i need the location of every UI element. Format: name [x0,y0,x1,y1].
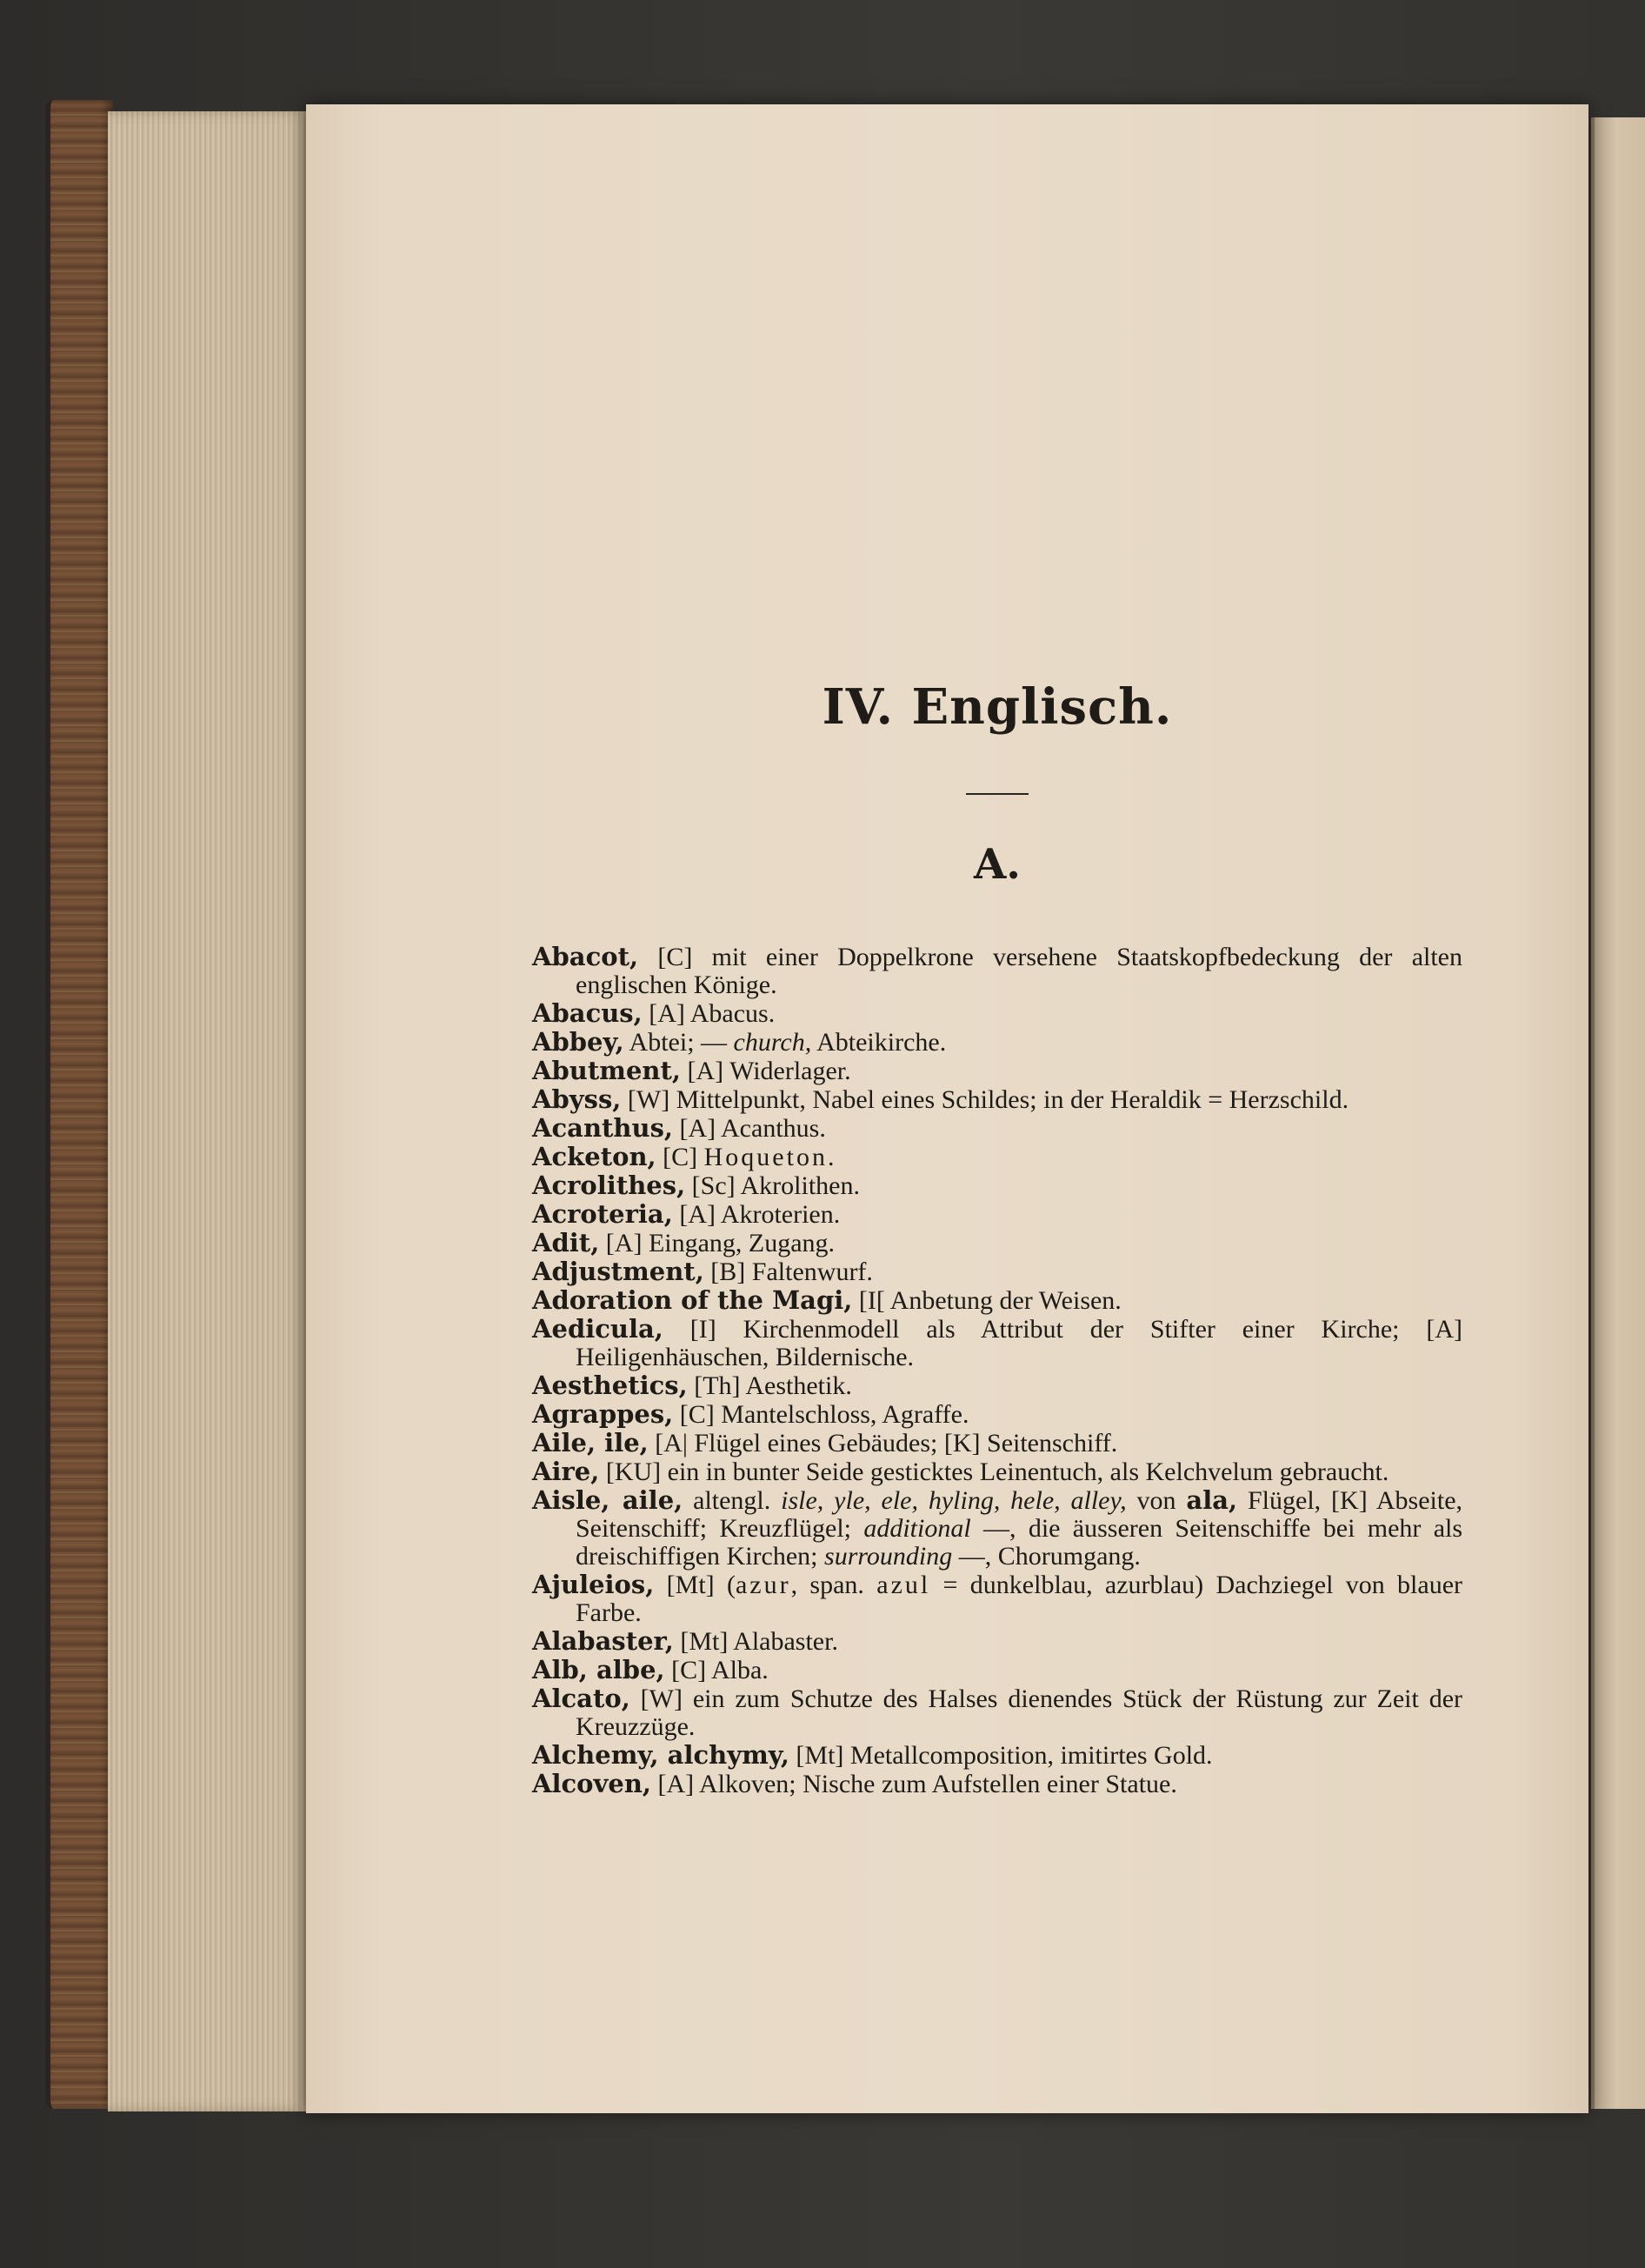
entry-adjustment [532,1257,1462,1286]
definition: [Th] Aesthetik. [694,1371,852,1400]
definition: [KU] ein in bunter Seide gesticktes Leinentuch, als Kelchvelum gebraucht. [605,1458,1389,1486]
entry-abacot [532,943,1462,999]
headword: Aedicula, [532,1314,663,1344]
definition-italic: church, [733,1028,812,1057]
entry-acrolithes [532,1171,1462,1200]
definition-italic: additional [863,1514,971,1543]
chapter-title: IV. Englisch. [822,678,1173,736]
definition: [C] [663,1143,698,1171]
definition: [I] Kirchenmodell als Attribut der Stifter einer Kirche; [A] Heiligenhäuschen, Bildernische. [576,1315,1462,1371]
headword: Alb, albe, [532,1655,665,1684]
definition-italic: isle, yle, ele, hyling, hele, alley, [781,1486,1127,1515]
entry-aile [532,1429,1462,1458]
title-divider [966,793,1029,795]
definition: [Mt] Alabaster. [680,1627,838,1656]
headword-secondary: ala, [1186,1485,1238,1515]
definition-italic: surrounding [824,1542,953,1571]
definition: [C] mit einer Doppelkrone versehene Staatskopfbedeckung der alten englischen Könige. [576,943,1463,999]
entry-agrappes [532,1400,1462,1429]
definition-spaced: azur [735,1571,791,1599]
entry-abutment [532,1057,1462,1085]
headword: Abyss, [532,1084,622,1114]
headword: Alcato, [532,1684,630,1713]
definition: [A| Flügel eines Gebäudes; [K] Seitenschiff. [655,1429,1118,1458]
definition: [Mt] Metallcomposition, imitirtes Gold. [796,1741,1213,1770]
entry-adit [532,1229,1462,1257]
entry-abbey [532,1028,1462,1057]
definition-spaced: azul [876,1571,931,1599]
definition: [A] Akroterien. [679,1200,841,1229]
section-letter: A. [974,840,1021,889]
headword: Acrolithes, [532,1171,686,1200]
entry-alcato [532,1684,1462,1741]
entry-acketon [532,1143,1462,1171]
definition: [A] Widerlager. [687,1057,851,1085]
definition: [I[ Anbetung der Weisen. [858,1286,1122,1315]
definition-spaced: Hoqueton. [703,1143,837,1171]
definition: [B] Faltenwurf. [710,1257,873,1286]
definition: [C] Mantelschloss, Agraffe. [679,1400,969,1429]
entry-aedicula [532,1315,1462,1371]
headword: Agrappes, [532,1399,674,1429]
definition: —, die äusseren Seitenschiffe bei mehr als dreischiffigen Kirchen; [576,1514,1463,1571]
definition: Abtei; — [629,1028,728,1057]
definition: —, Chorumgang. [958,1542,1141,1571]
headword: Aesthetics, [532,1371,688,1400]
dictionary-entries [532,943,1462,1798]
entry-aire [532,1458,1462,1486]
headword: Adjustment, [532,1257,704,1286]
book-spine [45,100,113,2109]
definition: [W] ein zum Schutze des Halses dienendes Stück der Rüstung zur Zeit der Kreuzzüge. [576,1684,1462,1741]
headword: Acketon, [532,1142,656,1171]
headword: Adoration of the Magi, [532,1285,853,1315]
headword: Adit, [532,1228,600,1257]
definition: [Mt] ( [666,1571,736,1599]
definition: Abteikirche. [816,1028,947,1057]
definition: [A] Acanthus. [679,1114,826,1143]
definition: Flügel, [K] Abseite, Seitenschiff; Kreuzflügel; [576,1486,1463,1543]
entry-abyss [532,1085,1462,1114]
definition: [W] Mittelpunkt, Nabel eines Schildes; in der Heraldik = Herzschild. [627,1085,1349,1114]
definition: [Sc] Akrolithen. [691,1171,860,1200]
entry-acanthus [532,1114,1462,1143]
entry-aisle [532,1486,1462,1571]
entry-alcoven [532,1770,1462,1798]
definition: [C] Alba. [671,1656,769,1684]
entry-alabaster [532,1627,1462,1656]
entry-ajuleios [532,1571,1462,1627]
headword: Abbey, [532,1027,624,1057]
headword: Ajuleios, [532,1570,655,1599]
definition: [A] Alkoven; Nische zum Aufstellen einer Statue. [657,1770,1177,1798]
headword: Aile, ile, [532,1428,649,1458]
definition: von [1136,1486,1176,1515]
facing-page-edge [1591,117,1645,2109]
page-edges [108,111,310,2111]
definition: , span. [790,1571,864,1599]
entry-adoration [532,1286,1462,1315]
headword: Abacus, [532,998,643,1028]
entry-aesthetics [532,1371,1462,1400]
headword: Acanthus, [532,1113,674,1143]
headword: Alabaster, [532,1626,674,1656]
definition: altengl. [693,1486,771,1515]
page-content [532,678,1462,1798]
definition: [A] Abacus. [649,999,776,1028]
entry-alchemy [532,1741,1462,1770]
headword: Alchemy, alchymy, [532,1740,789,1770]
entry-alb [532,1656,1462,1684]
headword: Abutment, [532,1056,681,1085]
headword: Abacot, [532,942,639,971]
headword: Aire, [532,1457,600,1486]
headword: Alcoven, [532,1769,651,1798]
headword: Aisle, aile, [532,1485,683,1515]
definition: [A] Eingang, Zugang. [605,1229,836,1257]
entry-acroteria [532,1200,1462,1229]
entry-abacus [532,999,1462,1028]
headword: Acroteria, [532,1199,673,1229]
definition: = dunkelblau, azurblau) Dachziegel von blauer Farbe. [576,1571,1463,1627]
